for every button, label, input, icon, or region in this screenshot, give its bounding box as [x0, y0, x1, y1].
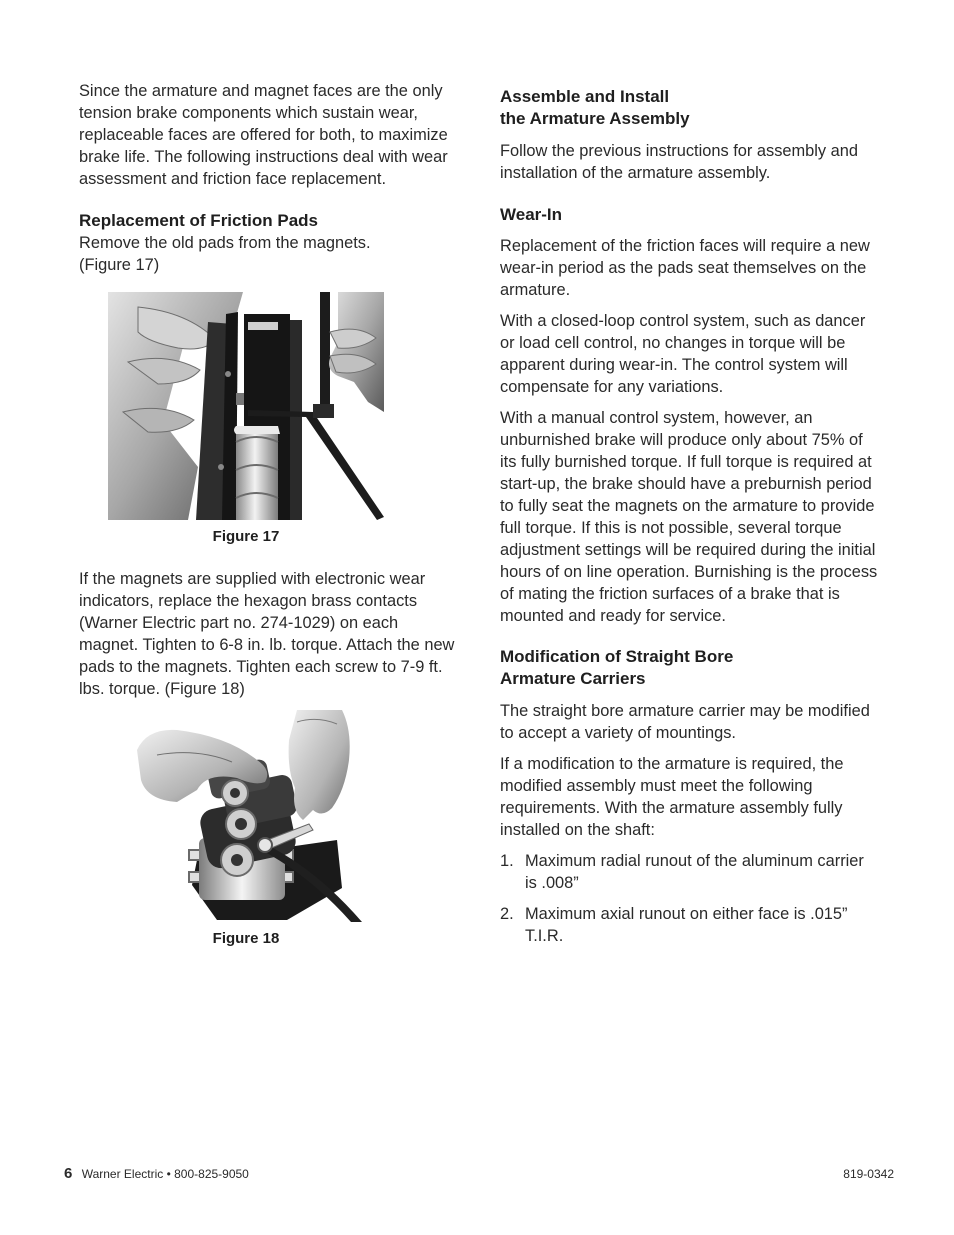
footer: [64, 1165, 249, 1182]
footer-company: Warner Electric • 800-825-9050: [81, 1167, 249, 1181]
intro-paragraph: Since the armature and magnet faces are the only tension brake components which sustain wear, replaceable faces are offered for both, to maximize brake life. The following instructions deal with wear assessment and friction face replacement.: [79, 82, 448, 188]
right-column: [500, 86, 880, 947]
figure-18-caption: Figure 18: [212, 930, 280, 947]
modification-heading: Modification of Straight Bore Armature Carriers: [500, 647, 734, 688]
wear-indicator-paragraph: If the magnets are supplied with electronic wear indicators, replace the hexagon brass contacts (Warner Electric part no. 274-1029) on each magnet. Tighten to 6-8 in. lb. torque. Attach the new pads to the magnets. Tighten each screw to 7-9 ft. lbs. torque. (Figure 18): [79, 570, 455, 698]
assemble-paragraph: Follow the previous instructions for assembly and installation of the armature assembly.: [500, 142, 859, 182]
footer-doc-number: 819-0342: [843, 1167, 894, 1181]
page-number: 6: [64, 1165, 73, 1182]
figure-18-photo: [137, 710, 377, 922]
list-item: 2. Maximum axial runout on either face is .015” T.I.R.: [500, 905, 848, 945]
wear-in-heading: Wear-In: [500, 205, 563, 224]
modification-paragraph-2: If a modification to the armature is required, the modified assembly must meet the following requirements. With the armature assembly fully installed on the shaft:: [500, 755, 844, 839]
assemble-heading: Assemble and Install the Armature Assembly: [500, 87, 690, 128]
wear-in-paragraph-2: With a closed-loop control system, such as dancer or load cell control, no changes in torque will be apparent during wear-in. The control system will compensate for any variations.: [500, 312, 866, 396]
list-item: 1. Maximum radial runout of the aluminum carrier is .008”: [500, 852, 864, 892]
figure-17-caption: Figure 17: [212, 528, 280, 545]
friction-pads-heading: Replacement of Friction Pads: [79, 211, 318, 230]
wear-in-paragraph-1: Replacement of the friction faces will require a new wear-in period as the pads seat themselves on the armature.: [500, 237, 870, 299]
friction-pads-text: Remove the old pads from the magnets. (Figure 17): [79, 234, 371, 274]
figure-17-photo: [108, 292, 384, 520]
requirements-list: [500, 850, 880, 947]
modification-paragraph-1: The straight bore armature carrier may be modified to accept a variety of mountings.: [500, 702, 870, 742]
wear-in-paragraph-3: With a manual control system, however, an unburnished brake will produce only about 75% of its fully burnished torque. If full torque is required at start-up, the brake should have a preburnish period to fully seat the magnets on the armature to provide full torque. If this is not possible, several torque adjustment settings will be required during the initial hours of on line operation. Burnishing is the process of mating the friction surfaces of a brake that is mounted and ready for service.: [500, 409, 878, 625]
left-column: [79, 80, 459, 950]
